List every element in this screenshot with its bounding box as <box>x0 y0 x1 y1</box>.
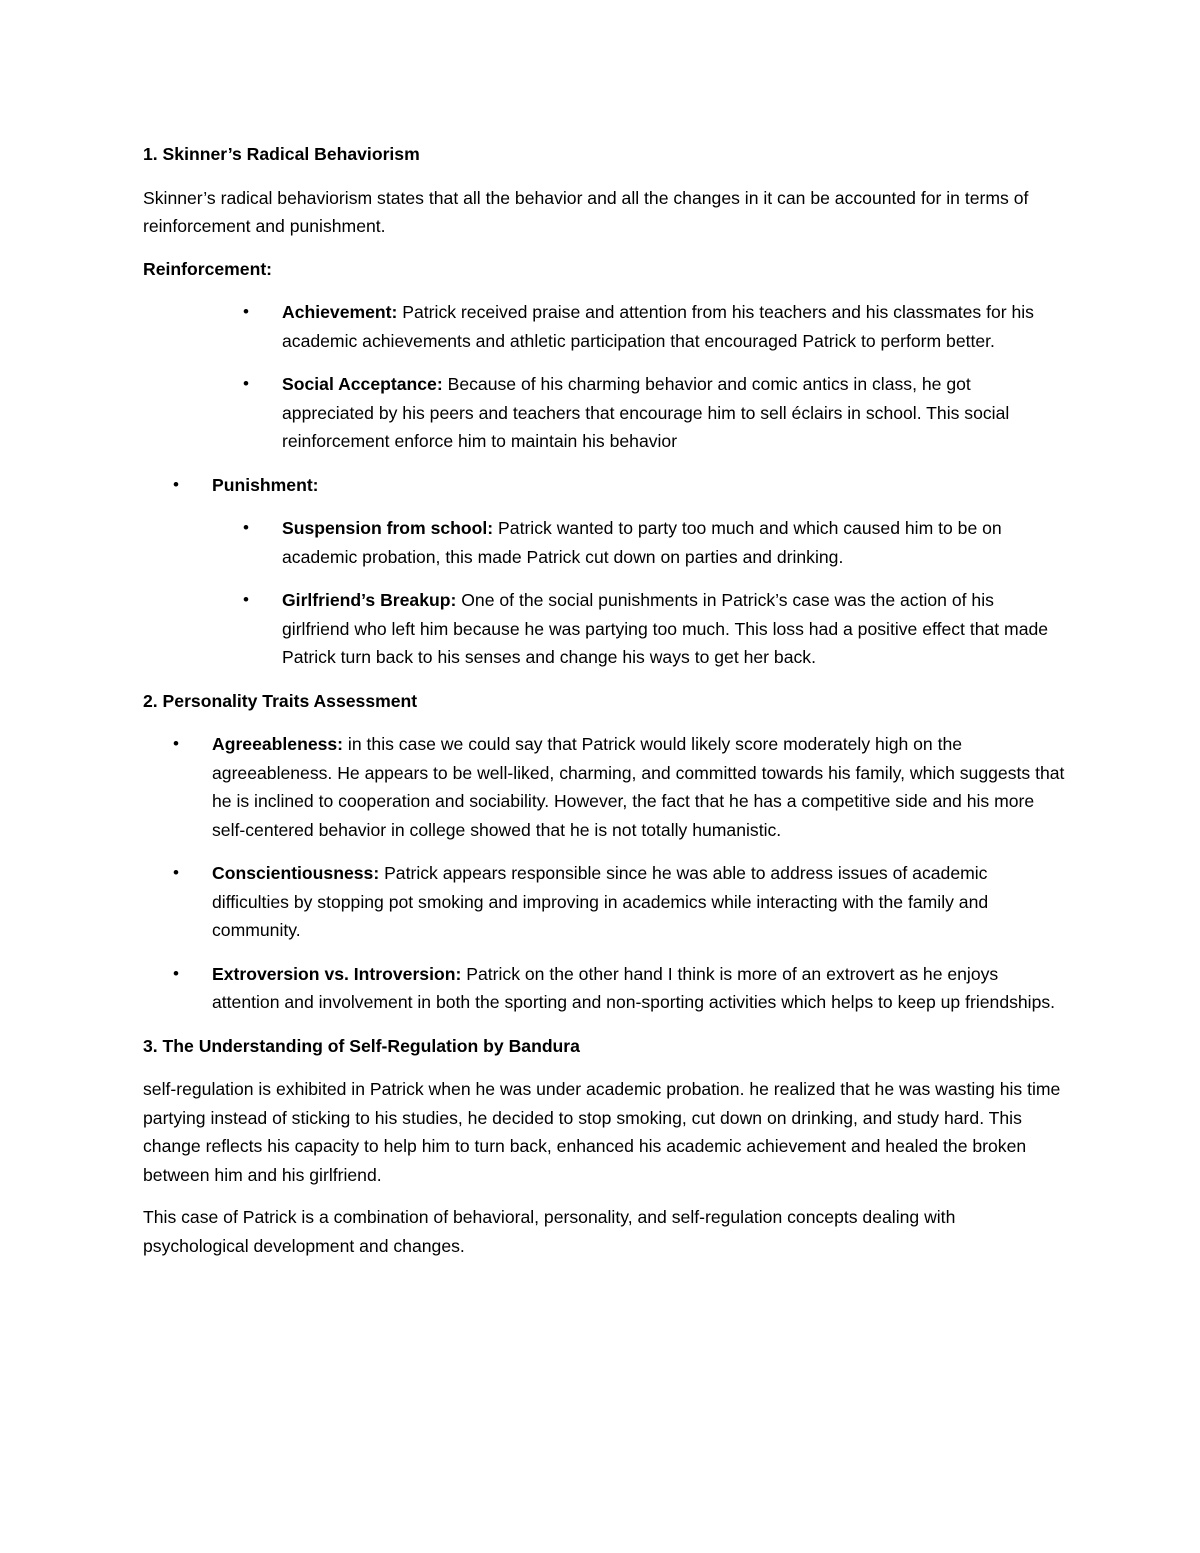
section-3-heading: 3. The Understanding of Self-Regulation by Bandura <box>143 1035 580 1056</box>
list-item-achievement <box>143 298 1065 355</box>
text-suspension: Patrick wanted to party too much and which caused him to be on academic probation, this made Patrick cut down on parties and drinking. <box>282 518 1002 567</box>
term-agreeableness: Agreeableness: <box>212 734 344 754</box>
text-social-acceptance: Because of his charming behavior and comic antics in class, he got appreciated by his peers and teachers that encourage him to sell éclairs in school. This social reinforcement enforce him to maintain his behavior <box>282 374 1010 451</box>
list-item-conscientiousness <box>143 859 1065 945</box>
list-item-extroversion <box>143 960 1065 1017</box>
list-item-agreeableness <box>143 730 1065 844</box>
term-extroversion: Extroversion vs. Introversion: <box>212 963 462 984</box>
text-achievement: Patrick received praise and attention from his teachers and his classmates for his academic achievements and athletic participation that encouraged Patrick to perform better. <box>282 302 1034 351</box>
term-girlfriend-breakup: Girlfriend’s Breakup: <box>282 590 457 610</box>
section-3-paragraph-2: This case of Patrick is a combination of behavioral, personality, and self-regulation concepts dealing with psychological development and changes. <box>143 1207 956 1256</box>
text-girlfriend-breakup: One of the social punishments in Patrick’s case was the action of his girlfriend who left him because he was partying too much. This loss had a positive effect that made Patrick turn back to his senses and change his ways to get her back. <box>282 590 1049 667</box>
text-extroversion: Patrick on the other hand I think is more of an extrovert as he enjoys attention and involvement in both the sporting and non-sporting activities which helps to keep up friendships. <box>212 963 1056 1012</box>
term-suspension: Suspension from school: <box>282 518 494 538</box>
list-item-suspension <box>143 514 1065 571</box>
section-3-paragraph-1: self-regulation is exhibited in Patrick when he was under academic probation. he realized that he was wasting his time partying instead of sticking to his studies, he decided to stop smoking, cut down on drinking, and study hard. This change reflects his capacity to help him to turn back, enhanced his academic achievement and healed the broken between him and his girlfriend. <box>143 1079 1061 1185</box>
term-social-acceptance: Social Acceptance: <box>282 374 443 394</box>
reinforcement-label: Reinforcement: <box>143 258 273 279</box>
bullet-icon: • <box>243 590 249 609</box>
punishment-label: Punishment: <box>212 474 319 495</box>
list-item-social-acceptance <box>143 370 1065 456</box>
text-agreeableness: in this case we could say that Patrick would likely score moderately high on the agreeableness. He appears to be well-liked, charming, and committed towards his family, which suggests that he is inclined to cooperation and sociability. However, the fact that he has a competitive side and his more self-centered behavior in college showed that he is not totally humanistic. <box>212 734 1065 840</box>
section-1-intro: Skinner’s radical behaviorism states that all the behavior and all the changes in it can be accounted for in terms of reinforcement and punishment. <box>143 187 1029 236</box>
bullet-icon: • <box>243 374 249 393</box>
bullet-icon: • <box>243 518 249 537</box>
bullet-icon: • <box>173 963 179 983</box>
term-achievement: Achievement: <box>282 302 398 322</box>
bullet-icon: • <box>173 734 179 753</box>
bullet-icon: • <box>173 474 179 494</box>
term-conscientiousness: Conscientiousness: <box>212 863 380 883</box>
section-1-heading: 1. Skinner’s Radical Behaviorism <box>143 144 420 164</box>
text-conscientiousness: Patrick appears responsible since he was able to address issues of academic difficulties by stopping pot smoking and improving in academics while interacting with the family and community. <box>212 863 989 940</box>
section-2-heading: 2. Personality Traits Assessment <box>143 690 418 711</box>
list-item-girlfriend-breakup <box>143 586 1065 672</box>
bullet-icon: • <box>173 863 179 882</box>
bullet-icon: • <box>243 302 249 321</box>
list-item-punishment <box>143 471 1065 500</box>
